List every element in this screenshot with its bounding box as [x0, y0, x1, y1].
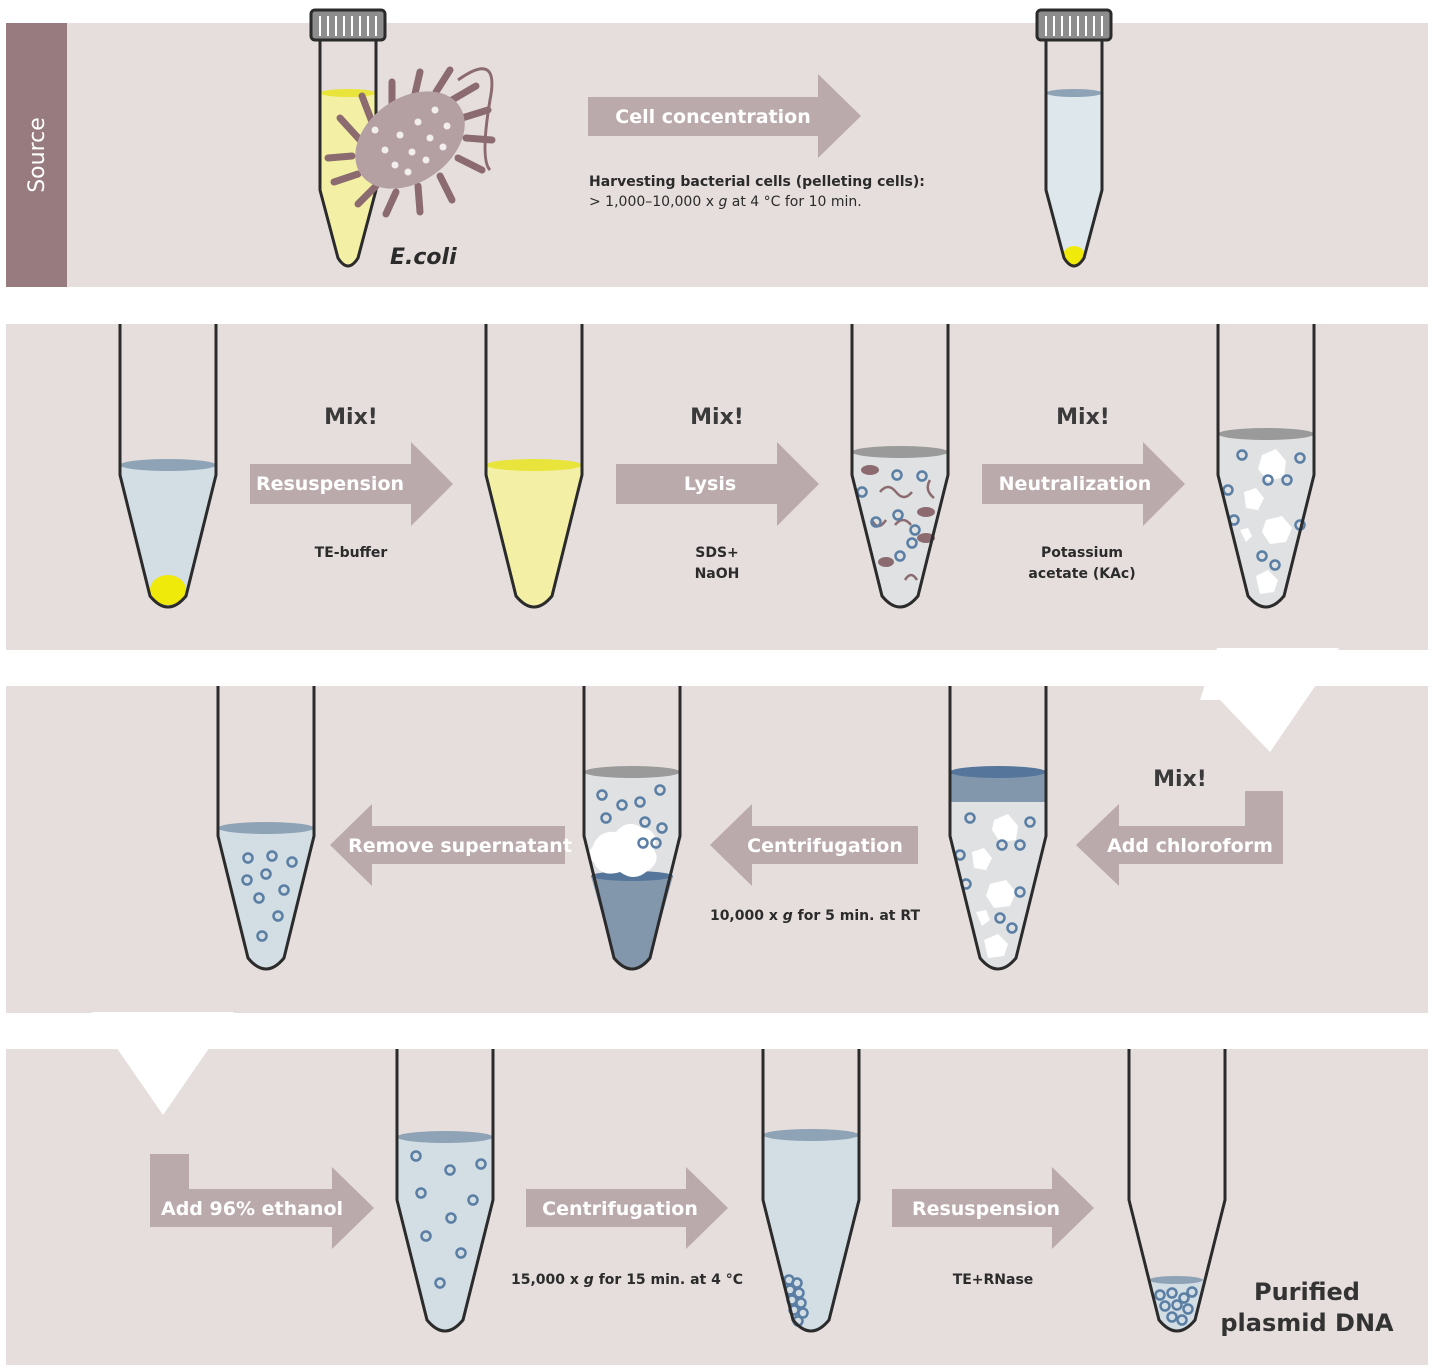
svg-text:Remove supernatant: Remove supernatant	[348, 835, 572, 857]
svg-text:NaOH: NaOH	[694, 566, 740, 582]
svg-text:Resuspension: Resuspension	[911, 1198, 1061, 1220]
svg-text:Resuspension: Resuspension	[255, 473, 405, 495]
source-label: Source	[25, 117, 50, 193]
svg-text:Potassium: Potassium	[1040, 545, 1124, 561]
svg-text:TE-buffer: TE-buffer	[314, 545, 388, 561]
svg-text:TE+RNase: TE+RNase	[952, 1272, 1034, 1288]
svg-text:SDS+: SDS+	[695, 545, 739, 561]
svg-text:Centrifugation: Centrifugation	[747, 835, 903, 857]
purified-dna-label-line2: plasmid DNA	[1220, 1309, 1394, 1337]
svg-text:10,000 x g for 5 min. at RT: 10,000 x g for 5 min. at RT	[709, 908, 921, 924]
svg-text:Lysis: Lysis	[683, 473, 737, 495]
svg-text:Centrifugation: Centrifugation	[542, 1198, 698, 1220]
harvest-note-title: Harvesting bacterial cells (pelleting cells):	[589, 174, 925, 190]
harvest-note-detail: > 1,000–10,000 x g at 4 °C for 10 min.	[589, 194, 862, 210]
svg-text:Mix!: Mix!	[324, 405, 378, 430]
ecoli-label: E.coli	[390, 245, 457, 270]
svg-text:Add 96% ethanol: Add 96% ethanol	[160, 1198, 344, 1220]
svg-text:Mix!: Mix!	[690, 405, 744, 430]
svg-text:Cell concentration: Cell concentration	[615, 106, 811, 128]
purified-dna-label-line1: Purified	[1254, 1278, 1360, 1306]
band-source	[6, 23, 1428, 287]
svg-text:15,000 x g for 15 min. at 4 °C: 15,000 x g for 15 min. at 4 °C	[510, 1272, 744, 1288]
svg-text:Mix!: Mix!	[1056, 405, 1110, 430]
svg-text:Neutralization: Neutralization	[998, 473, 1152, 495]
svg-text:Mix!: Mix!	[1153, 767, 1207, 792]
svg-text:acetate (KAc): acetate (KAc)	[1028, 566, 1136, 582]
svg-text:Add chloroform: Add chloroform	[1107, 835, 1273, 857]
